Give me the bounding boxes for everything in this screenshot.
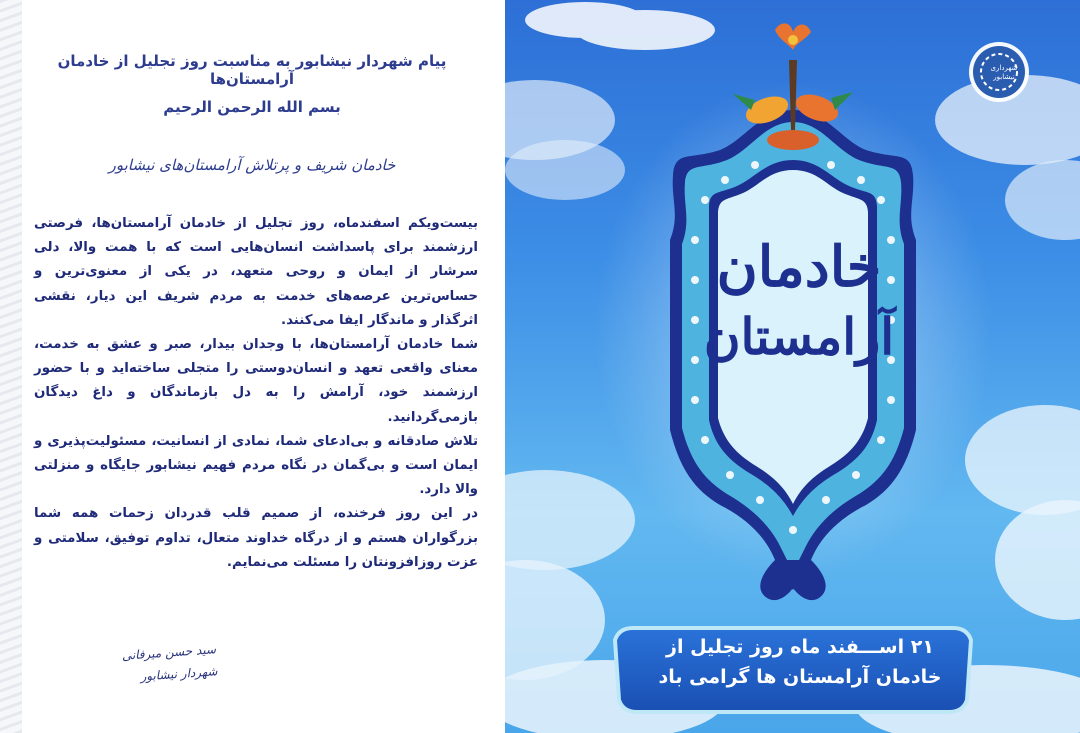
calligraphy-line1: خادمان — [716, 234, 882, 300]
signature — [105, 638, 220, 725]
dedication-line: خادمان شریف و پرتلاش آرامستان‌های نیشابور — [108, 156, 396, 174]
letter-paragraph: شما خادمان آرامستان‌ها، با وجدان بیدار، صبر و عشق به خدمت، معنای واقعی تعهد و انسان‌دوستی را متجلی ساخته‌اید و با حضور ارزشمند خود، آرامش را به دل بازماندگان و داغ دیدگان بازمی‌گردانید. — [34, 337, 478, 425]
signature-title: شهردار نیشابور — [139, 664, 218, 684]
letter-paragraph: تلاش صادقانه و بی‌ادعای شما، نمادی از انسانیت، مسئولیت‌پذیری و ایمان است و بی‌گمان در نگاه مردم فهیم نیشابور جایگاه و منزلتی والا دارد. — [34, 433, 478, 498]
decorative-edge-pattern — [0, 0, 22, 733]
basmala: بسم الله الرحمن الرحیم — [163, 98, 341, 116]
calligraphy-line2: آرامستان — [703, 307, 895, 366]
letter-paragraph: در این روز فرخنده، از صمیم قلب قدردان زحمات همه شما بزرگواران هستم و از درگاه خداوند متعال، تداوم توفیق، سلامتی و عزت روزافزونتان را مسئلت می‌نمایم. — [34, 506, 478, 570]
poster-calligraphy — [694, 232, 904, 372]
letter-body — [34, 212, 478, 575]
banner-line2: خادمان آرامستان ها گرامی باد — [658, 666, 942, 688]
letter-headline: پیام شهردار نیشابور به مناسبت روز تجلیل از خادمان آرامستان‌ها — [57, 52, 447, 88]
logo-caption: شهرداری نیشابور — [990, 64, 1018, 81]
banner-line1: ۲۱ اســـفند ماه روز تجلیل از — [666, 636, 934, 658]
letter-paragraph: بیست‌ویکم اسفندماه، روز تجلیل از خادمان آرامستان‌ها، فرصتی ارزشمند برای پاسداشت انسان‌هایی است که با همت والا، دلی سرشار از ایمان و روحی متعهد، در یکی از معنوی‌ترین و حساس‌ترین عرصه‌های خدمت به مردم شریف این دیار، نقشی اثرگذار و ماندگار ایفا می‌کنند. — [34, 216, 478, 328]
poster — [505, 0, 1080, 733]
banner-text — [641, 632, 959, 692]
frame-tail-ornament — [760, 560, 825, 600]
signature-name: سید حسن میرفانی — [121, 642, 217, 663]
letter-panel — [0, 0, 505, 733]
